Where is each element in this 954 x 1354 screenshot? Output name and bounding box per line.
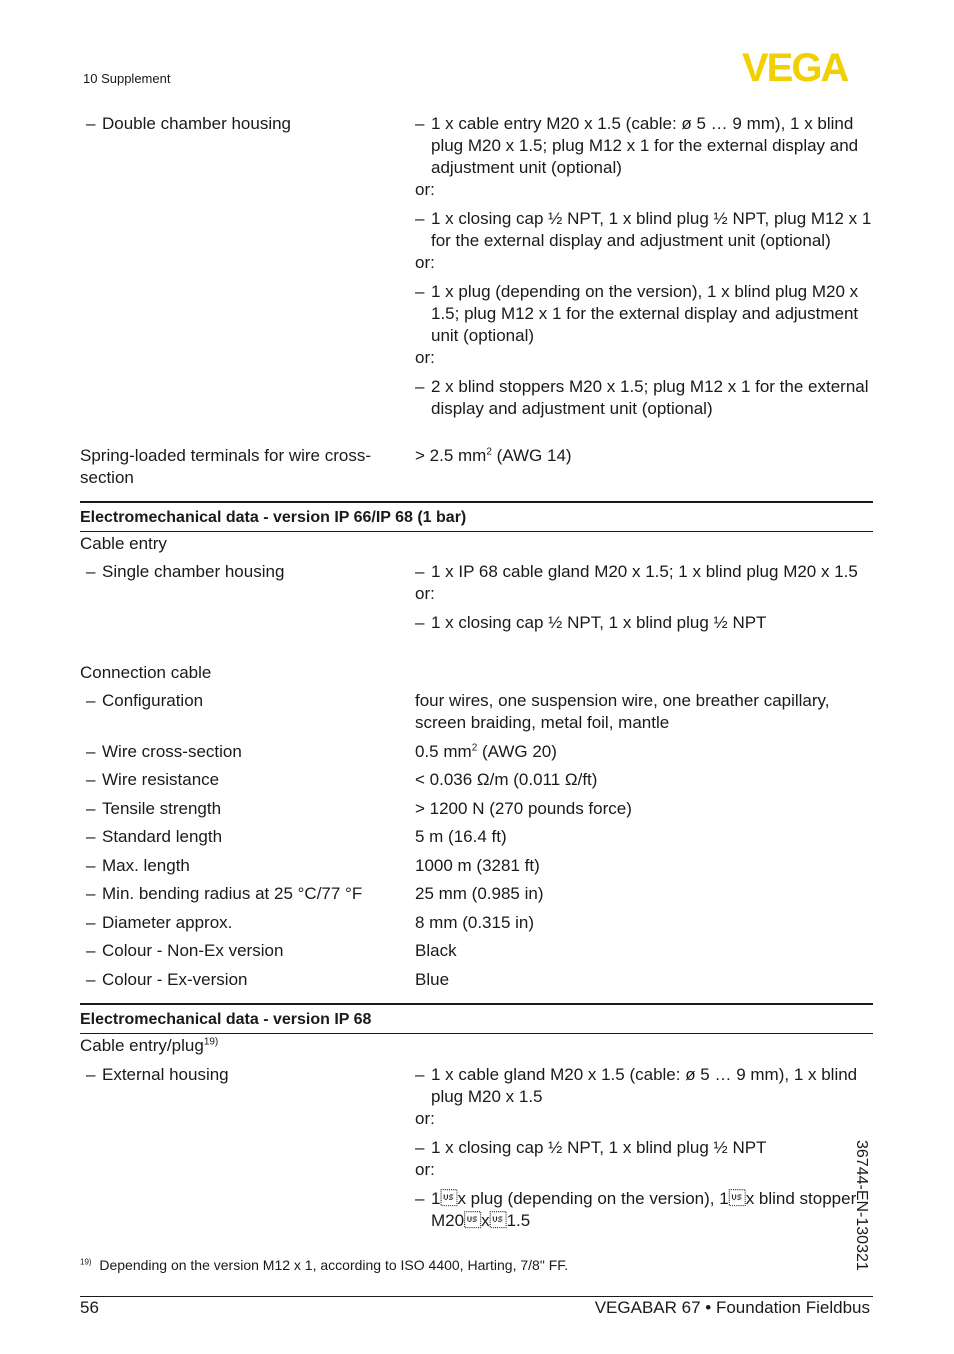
superscript: 2 (471, 742, 478, 754)
label-text: Diameter approx. (102, 913, 233, 932)
dash: – (86, 827, 96, 846)
section-header-ip68: Electromechanical data - version IP 68 (80, 1003, 873, 1034)
dash: – (415, 209, 425, 228)
footer-title: VEGABAR 67 • Foundation Fieldbus (594, 1298, 870, 1317)
option-text: 1 x cable gland M20 x 1.5 (cable: ø 5 … 9 mm), 1 x blind plug M20 x 1.5 (431, 1065, 858, 1106)
prop-label (80, 741, 400, 763)
spring-terminals-label: Spring-loaded terminals for wire cross-section (80, 446, 371, 487)
prop-label (80, 855, 400, 877)
footnote-marker: 19) (80, 1257, 92, 1267)
label-text: External housing (102, 1065, 229, 1084)
dash: – (86, 970, 96, 989)
prop-value: 5 m (16.4 ft) (415, 827, 507, 846)
option-text: 1 x closing cap ½ NPT, 1 x blind plug ½ NPT, plug M12 x 1 for the external display and adjustment unit (optional) (431, 209, 872, 250)
or-text: or: (415, 180, 435, 199)
dash: – (415, 1065, 425, 1084)
footnote (80, 1256, 568, 1274)
option-text: 1 x plug (depending on the version), 1 x blind plug M20 x 1.5; plug M12 x 1 for the external display and adjustment unit (optional) (431, 282, 859, 345)
dash: – (86, 562, 96, 581)
label-text: Standard length (102, 827, 223, 846)
label-text: Wire cross-section (102, 742, 242, 761)
footnote-text: Depending on the version M12 x 1, according to ISO 4400, Harting, 7/8" FF. (99, 1257, 569, 1273)
dash: – (86, 770, 96, 789)
dash: – (86, 799, 96, 818)
label-text: Single chamber housing (102, 562, 285, 581)
external-housing-label (80, 1064, 400, 1086)
option-2 (415, 1137, 875, 1159)
prop-value: < 0.036 Ω/m (0.011 Ω/ft) (415, 770, 598, 789)
value-suffix: (AWG 20) (477, 742, 557, 761)
document-id: 36744-EN-130321 (853, 1140, 870, 1271)
dash: – (86, 941, 96, 960)
option-1 (415, 1064, 875, 1108)
label-text: Max. length (102, 856, 190, 875)
prop-value: Black (415, 941, 457, 960)
option-text: 1 x closing cap ½ NPT, 1 x blind plug ½ NPT (431, 613, 767, 632)
footnote-ref: 19) (203, 1036, 219, 1048)
or-text: or: (415, 584, 435, 603)
or-text: or: (415, 348, 435, 367)
prop-label (80, 798, 400, 820)
value-suffix: (AWG 14) (491, 446, 572, 465)
dash: – (415, 1138, 425, 1157)
double-chamber-label (80, 113, 400, 135)
dash: – (86, 1065, 96, 1084)
option-3 (415, 281, 875, 347)
dash: – (86, 856, 96, 875)
prop-value: > 1200 N (270 pounds force) (415, 799, 632, 818)
label-text: Colour - Ex-version (102, 970, 248, 989)
spring-terminals-value (415, 445, 875, 467)
dash: – (86, 691, 96, 710)
dash: – (415, 114, 425, 133)
option-2 (415, 208, 875, 252)
option-text: 1 x cable entry M20 x 1.5 (cable: ø 5 … 9 mm), 1 x blind plug M20 x 1.5; plug M12 x 1 for the external display and adjustment unit (optional) (431, 114, 859, 177)
option-text: 1 x plug (depending on the version), 1 x blind stopper M20 x 1.5 (431, 1189, 857, 1230)
section-label: 10 Supplement (83, 71, 171, 86)
prop-label (80, 912, 400, 934)
single-chamber-label (80, 561, 400, 583)
prop-label (80, 826, 400, 848)
dash: – (415, 1189, 425, 1208)
prop-label (80, 769, 400, 791)
label-text: Min. bending radius at 25 °C/77 °F (102, 884, 363, 903)
prop-value: four wires, one suspension wire, one breather capillary, screen braiding, metal foil, mantle (415, 691, 830, 732)
section-header-ip66: Electromechanical data - version IP 66/IP 68 (1 bar) (80, 501, 873, 532)
dash: – (415, 613, 425, 632)
value-text: 0.5 mm (415, 742, 472, 761)
prop-value: 1000 m (3281 ft) (415, 856, 540, 875)
prop-value: 25 mm (0.985 in) (415, 884, 544, 903)
prop-label (80, 690, 400, 712)
dash: – (86, 884, 96, 903)
page-number: 56 (80, 1298, 99, 1317)
option-text: 1 x IP 68 cable gland M20 x 1.5; 1 x blind plug M20 x 1.5 (431, 562, 858, 581)
cable-entry-plug-label (80, 1035, 400, 1057)
label-text: Double chamber housing (102, 114, 292, 133)
or-text: or: (415, 1160, 435, 1179)
prop-value (415, 741, 875, 763)
vega-logo (742, 50, 872, 84)
or-text: or: (415, 253, 435, 272)
prop-value: 8 mm (0.315 in) (415, 913, 535, 932)
option-3 (415, 1188, 875, 1232)
dash: – (415, 282, 425, 301)
connection-cable-label: Connection cable (80, 663, 212, 682)
label-text: Wire resistance (102, 770, 220, 789)
dash: – (86, 742, 96, 761)
option-4 (415, 376, 875, 420)
prop-label (80, 940, 400, 962)
label-text: Tensile strength (102, 799, 222, 818)
label-text: Cable entry/plug (80, 1036, 204, 1055)
label-text: Configuration (102, 691, 204, 710)
or-text: or: (415, 1109, 435, 1128)
svg-text:VEGA: VEGA (742, 50, 848, 84)
option-text: 1 x closing cap ½ NPT, 1 x blind plug ½ NPT (431, 1138, 767, 1157)
option-1 (415, 561, 875, 583)
label-text: Colour - Non-Ex version (102, 941, 284, 960)
option-1 (415, 113, 875, 179)
footer-divider (80, 1296, 873, 1297)
prop-label (80, 969, 400, 991)
option-text: 2 x blind stoppers M20 x 1.5; plug M12 x 1 for the external display and adjustment unit (optional) (431, 377, 869, 418)
dash: – (86, 114, 96, 133)
value-text: > 2.5 mm (415, 446, 487, 465)
dash: – (415, 377, 425, 396)
dash: – (415, 562, 425, 581)
prop-value: Blue (415, 970, 450, 989)
option-2 (415, 612, 875, 634)
superscript: 2 (486, 446, 492, 458)
dash: – (86, 913, 96, 932)
cable-entry-label: Cable entry (80, 534, 167, 553)
prop-label (80, 883, 400, 905)
